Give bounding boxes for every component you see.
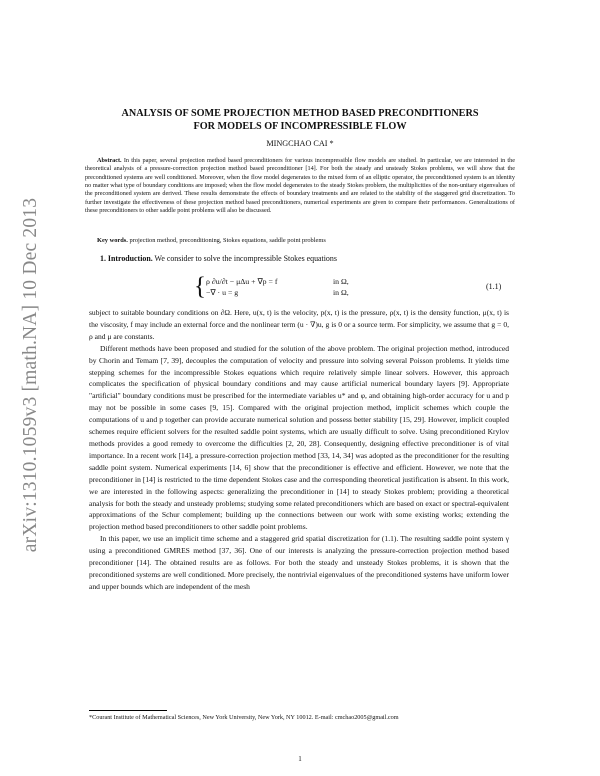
equation-number: (1.1) [486,282,502,291]
paragraph-1: subject to suitable boundary conditions on ∂Ω. Here, u(x, t) is the velocity, p(x, t) is the pressure, ρ(x, t) is the density function, μ(x, t) is the viscosity, f may include an external force and the nonlinear term (u · ∇)u, g is 0 or a source term. For simplicity, we assume that g = 0, ρ and μ are constants. [89,308,509,341]
equation-row-2 [206,287,349,299]
section-intro [89,254,509,263]
footnote-rule [89,710,167,711]
equation-line-1-condition: in Ω, [333,277,349,286]
equation-line-2: −∇ · u = g [206,287,239,297]
paragraph-2: Different methods have been proposed and studied for the solution of the above problem. The original projection method, introduced by Chorin and Temam [7, 39], decouples the computation of velocity and pressure into solving several Poisson problems. It yields time stepping schemes for the incompressible Stokes equations which require relatively simple linear solvers. However, this approach complicates the specification of physical boundary conditions and may cause artificial numerical boundary layers [9]. Appropriate "artificial" boundary conditions must be prescribed for the intermediate variables u* and φ, and obtaining high-order accuracy for u and p may not be possible in some cases [9, 15]. Compared with the original projection method, implicit schemes which couple the computations of u and p together can provide accurate numerical solution and possess better stability [15, 29]. However, implicit coupled schemes require efficient solvers for the resulted saddle point systems, which are usually difficult to solve. Using preconditioned Krylov methods provides a good remedy to overcome the difficulties [2, 20, 28]. Consequently, designing effective preconditioner is of vital importance. In a recent work [14], a pressure-correction projection method [33, 14, 34] was adopted as the preconditioner for the resulting saddle point system. Numerical experiments [14, 6] show that the preconditioner is effective and efficient. However, we note that the preconditioner in [14] is restricted to the time dependent Stokes case and the corresponding theoretical justification is absent. In this work, we are interested in the following aspects: generalizing the preconditioner in [14] to steady Stokes problem; providing a theoretical analysis for both the steady and unsteady problems; studying some related preconditioners which are based on exact or spectral-equivalent approximations of the Schur complement; building up the connections between our work with some existing works; extending the projection method based preconditioners to other saddle point problems. [89,343,509,532]
keywords [85,237,515,244]
abstract-text: In this paper, several projection method based preconditioners for various incompressible flow models are studied. In particular, we are interested in the theoretical analysis of a pressure-correction projection method based preconditioner [14]. For both the steady and unsteady Stokes problems, we will show that the preconditioned systems are well conditioned. Moreover, when the flow model degenerates to the mixed form of an elliptic operator, the preconditioned system is an identity no matter what type of boundary conditions are imposed; when the flow model degenerates to the steady Stokes problem, the multiplicities of the non-unitary eigenvalues of the preconditioned system are derived. These results demonstrate the effects of boundary treatments and are related to the stability of the staggered grid discretization. To further investigate the effectiveness of these projection method based preconditioners, numerical experiments are given to compare their performances. Generalizations of these preconditioners to other saddle point problems will also be discussed. [85,157,515,215]
author: MINGCHAO CAI * [266,139,334,148]
paper-title [80,107,520,133]
footnote: *Courant Institute of Mathematical Sciences, New York University, New York, NY 10012. E-mail: cmchao2005@gmail.com [89,714,399,721]
arxiv-stamp-text: arXiv:1310.1059v3 [math.NA] 10 Dec 2013 [20,197,41,553]
arxiv-stamp [18,175,44,575]
abstract-label: Abstract. [97,157,122,164]
title-line-2: FOR MODELS OF INCOMPRESSIBLE FLOW [193,121,407,132]
equation-brace: { [194,273,206,300]
section-heading: 1. Introduction. [100,254,153,263]
equation-line-2-condition: in Ω, [333,287,349,297]
paragraph-3: In this paper, we use an implicit time scheme and a staggered grid spatial discretization for (1.1). The resulting saddle point system γ using a preconditioned GMRES method [37, 36]. One of our interests is analyzing the pressure-correction projection method based preconditioner [14]. The obtained results are as follows. For both the steady and unsteady Stokes problems, it is shown that the preconditioned systems are well conditioned. More precisely, the nontrivial eigenvalues of the preconditioned systems have uniform lower and upper bounds which are independent of the mesh [89,534,509,591]
equation-1-1 [194,273,349,300]
page-number: 1 [298,755,302,763]
abstract [85,157,515,215]
body-text [89,307,509,593]
equation-line-1: ρ ∂u/∂t − μΔu + ∇p = f [206,277,278,286]
equation-row-1 [206,277,349,288]
section-intro-text: We consider to solve the incompressible Stokes equations [154,254,337,263]
keywords-label: Key words. [97,237,128,244]
keywords-text: projection method, preconditioning, Stokes equations, saddle point problems [129,237,326,244]
title-line-1: ANALYSIS OF SOME PROJECTION METHOD BASED PRECONDITIONERS [121,108,479,119]
